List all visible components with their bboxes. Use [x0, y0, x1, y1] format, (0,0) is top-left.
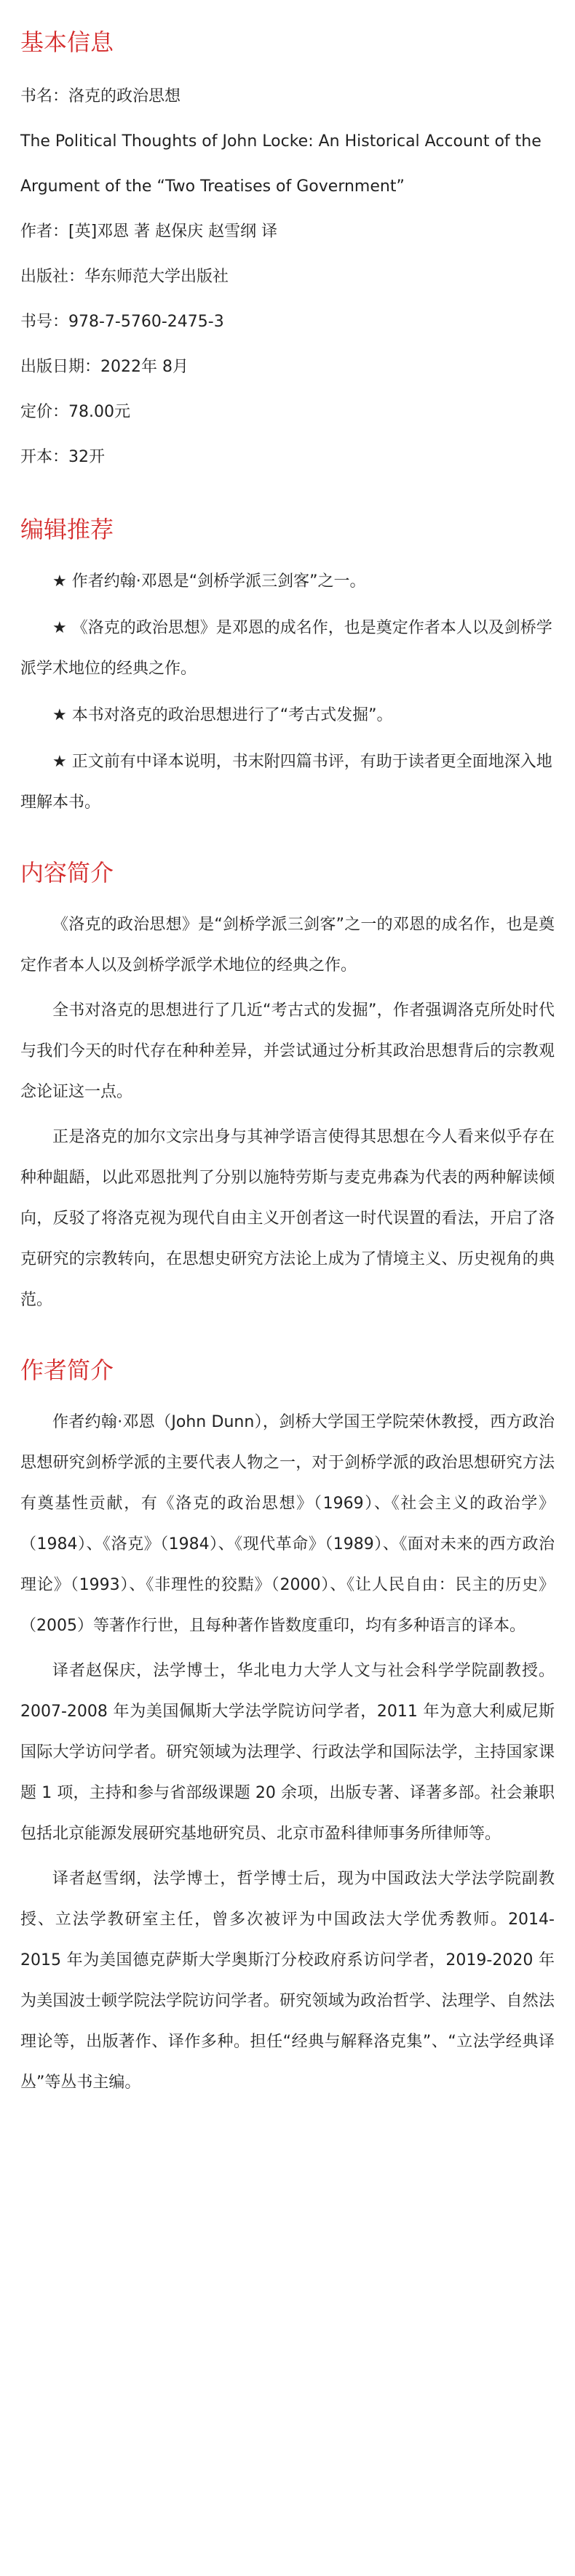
- editor-recommend-title: 编辑推荐: [20, 516, 114, 543]
- author-intro-title: 作者简介: [20, 1356, 114, 1384]
- recommend-item: ★ 作者约翰·邓恩是“剑桥学派三剑客”之一。: [52, 572, 366, 591]
- isbn-line: 书号：978-7-5760-2475-3: [20, 313, 224, 331]
- author-paragraph: 作者约翰·邓恩（John Dunn），剑桥大学国王学院荣休教授，西方政治思想研究剑桥学派的主要代表人物之一，对于剑桥学派的政治思想研究方法有奠基性贡献，有《洛克的政治思想》（1969）、《社会主义的政治学》（1984）、《洛克》（1984）、《现代革命》（1989）、《面对未来的西方政治理论》（1993）、《非理性的狡黠》（2000）、《让人民自由：民主的历史》（2005）等著作行世，且每种著作皆数度重印，均有多种语言的译本。: [20, 1413, 555, 1635]
- summary-paragraph: 《洛克的政治思想》是“剑桥学派三剑客”之一的邓恩的成名作，也是奠定作者本人以及剑桥学派学术地位的经典之作。: [20, 916, 555, 975]
- editor-recommend-section: [20, 513, 555, 823]
- author-intro-section: [20, 1354, 555, 2103]
- summary-paragraph: 正是洛克的加尔文宗出身与其神学语言使得其思想在今人看来似乎存在种种龃龉，以此邓恩批判了分别以施特劳斯与麦克弗森为代表的两种解读倾向，反驳了将洛克视为现代自由主义开创者这一时代误置的看法，开启了洛克研究的宗教转向，在思想史研究方法论上成为了情境主义、历史视角的典范。: [20, 1128, 555, 1309]
- summary-paragraph: 全书对洛克的思想进行了几近“考古式的发掘”，作者强调洛克所处时代与我们今天的时代存在种种差异，并尝试通过分析其政治思想背后的宗教观念论证这一点。: [20, 1001, 555, 1101]
- content-summary-title: 内容简介: [20, 859, 114, 887]
- book-title-line: 书名：洛克的政治思想: [20, 87, 181, 105]
- basic-info-section: [20, 26, 555, 480]
- content-summary-section: [20, 857, 555, 1321]
- translator-paragraph: 译者赵保庆，法学博士，华北电力大学人文与社会科学学院副教授。2007-2008 年为美国佩斯大学法学院访问学者，2011 年为意大利威尼斯国际大学访问学者。研究领域为法理学、行政法学和国际法学，主持国家课题 1 项，主持和参与省部级课题 20 余项，出版专著、译著多部。社会兼职包括北京能源发展研究基地研究员、北京市盈科律师事务所律师等。: [20, 1662, 555, 1843]
- recommend-item: ★ 本书对洛克的政治思想进行了“考古式发掘”。: [52, 706, 393, 724]
- pub-date-line: 出版日期：2022年 8月: [20, 358, 189, 376]
- basic-info-title: 基本信息: [20, 28, 114, 56]
- format-line: 开本：32开: [20, 448, 105, 466]
- price-line: 定价：78.00元: [20, 403, 130, 421]
- author-line: 作者：[英]邓恩 著 赵保庆 赵雪纲 译: [20, 223, 278, 241]
- translator-paragraph: 译者赵雪纲，法学博士，哲学博士后，现为中国政法大学法学院副教授、立法学教研室主任，曾多次被评为中国政法大学优秀教师。2014-2015 年为美国德克萨斯大学奥斯汀分校政府系访问学者，2019-2020 年为美国波士顿学院法学院访问学者。研究领域为政治哲学、法理学、自然法理论等，出版著作、译作多种。担任“经典与解释洛克集”、“立法学经典译丛”等丛书主编。: [20, 1870, 555, 2092]
- recommend-item: ★ 《洛克的政治思想》是邓恩的成名作，也是奠定作者本人以及剑桥学派学术地位的经典之作。: [20, 619, 552, 678]
- recommend-item: ★ 正文前有中译本说明，书末附四篇书评，有助于读者更全面地深入地理解本书。: [20, 753, 552, 812]
- publisher-line: 出版社：华东师范大学出版社: [20, 268, 229, 286]
- english-title-line: The Political Thoughts of John Locke: An Historical Account of the Argument of the “Two Treatises of Government”: [20, 132, 542, 196]
